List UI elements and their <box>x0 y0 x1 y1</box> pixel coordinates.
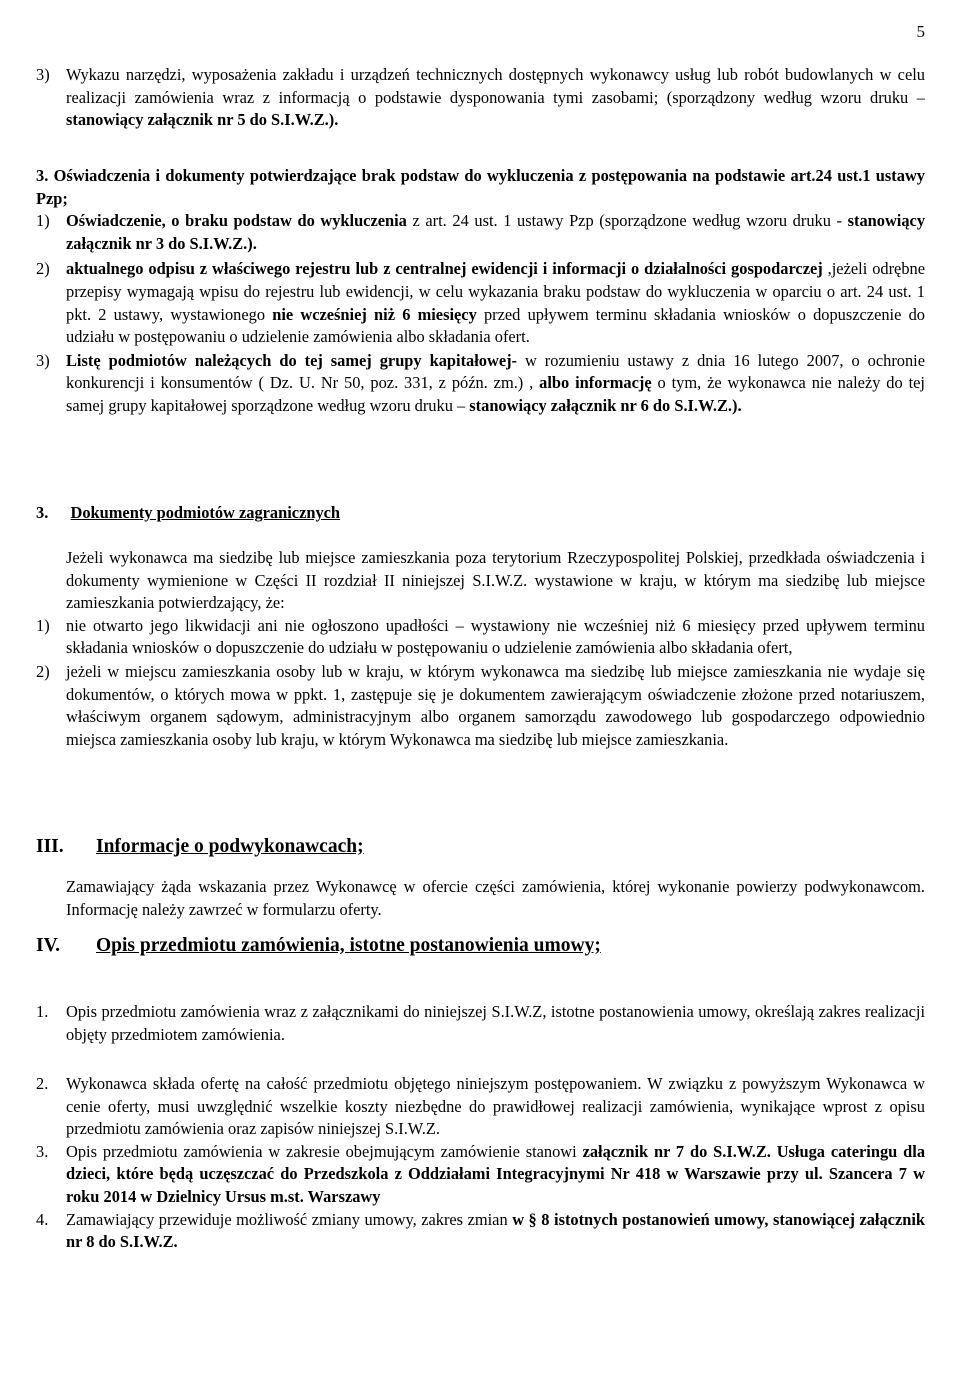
list-item <box>36 350 925 418</box>
item-number: 1) <box>36 211 50 231</box>
list-item <box>36 1141 925 1209</box>
item-text-bold: aktualnego odpisu z właściwego rejestru lub z centralnej ewidencji i informacji o działalności gospodarczej <box>66 259 823 279</box>
list-item <box>36 258 925 348</box>
item-text: z art. 24 ust. 1 ustawy Pzp (sporządzone według wzoru druku - <box>406 211 848 231</box>
section-title: Informacje o podwykonawcach; <box>96 836 364 857</box>
list-item <box>36 615 925 660</box>
item-text-bold: Oświadczenie, o braku podstaw do wykluczenia <box>66 211 407 231</box>
section-number: III. <box>36 836 64 857</box>
list-item <box>36 661 925 751</box>
section-number: 3. <box>36 503 49 522</box>
section-intro: Jeżeli wykonawca ma siedzibę lub miejsce zamieszkania poza terytorium Rzeczypospolitej Polskiej, przedkłada oświadczenia i dokumenty wymienione w Części II rozdział II niniejszej S.I.W.Z. wystawione w kraju, w którym ma siedzibę lub miejsce zamieszkania potwierdzający, że: <box>66 548 925 613</box>
top-item <box>36 64 925 132</box>
section-description-p1 <box>36 1001 925 1046</box>
section-foreign <box>36 547 925 751</box>
list-item <box>36 1209 925 1254</box>
item-text-bold: w § 8 istotnych postanowień umowy, stanowiącej załącznik nr 8 do S.I.W.Z. <box>66 1209 925 1252</box>
item-text-bold: stanowiący załącznik nr 6 do S.I.W.Z.). <box>469 395 742 415</box>
item-number: 1. <box>36 1002 49 1021</box>
section-number: IV. <box>36 935 61 956</box>
item-text: ,jeżeli odrębne przepisy wymagają wpisu do rejestru lub ewidencji, w celu wykazania braku podstaw do wykluczenia w oparciu o art. 24 ust. 1 pkt. 2 ustawy, wystawionego <box>66 259 925 324</box>
item-text: przed upływem terminu składania wniosków o dopuszczenie do udziału w postępowaniu o udzielenie zamówienia albo składania ofert. <box>66 304 925 347</box>
item-text: Zamawiający przewiduje możliwość zmiany umowy, zakres zmian <box>66 1209 513 1229</box>
item-text: o tym, że wykonawca nie należy do tej samej grupy kapitałowej sporządzone według wzoru druku – <box>66 373 925 415</box>
item-number: 4. <box>36 1209 49 1229</box>
section-heading: 3. Oświadczenia i dokumenty potwierdzające brak podstaw do wykluczenia z postępowania na podstawie art.24 ust.1 ustawy Pzp; <box>36 166 925 208</box>
item-text-bold: Listę podmiotów należących do tej samej grupy kapitałowej- <box>66 350 518 370</box>
item-number: 2. <box>36 1074 49 1093</box>
item-text-bold: albo informację <box>539 373 652 393</box>
item-text-bold: nie wcześniej niż 6 miesięcy <box>272 304 477 324</box>
item-text-bold: stanowiący załącznik nr 5 do S.I.W.Z.). <box>66 110 339 130</box>
item-text-bold: załącznik nr 7 do S.I.W.Z. Usługa cateringu dla dzieci, które będą uczęszczać do Przedszkola z Oddziałami Integracyjnymi Nr 418 w Warszawie przy ul. Szancera 7 w roku 2014 w Dzielnicy Ursus m.st. Warszawy <box>66 1141 926 1206</box>
item-text: Opis przedmiotu zamówienia w zakresie obejmującym zamówienie stanowi <box>66 1141 583 1161</box>
section-title: Dokumenty podmiotów zagranicznych <box>70 503 341 522</box>
section-subcontractors-heading <box>36 836 364 858</box>
item-text: w rozumieniu ustawy z dnia 16 lutego 2007, o ochronie konkurencji i konsumentów ( Dz. U. Nr 50, poz. 331, z późn. zm.) , <box>66 350 925 393</box>
page-number: 5 <box>916 22 925 41</box>
item-text: nie otwarto jego likwidacji ani nie ogłoszono upadłości – wystawiony nie wcześniej niż 6 miesięcy przed upływem terminu składania wniosków o dopuszczenie do udziału w postępowaniu o udzielenie zamówienia albo składania ofert, <box>66 615 925 658</box>
section-subcontractors <box>36 876 925 921</box>
section-text: Zamawiający żąda wskazania przez Wykonawcę w ofercie części zamówienia, której wykonanie powierzy podwykonawcom. Informację należy zawrzeć w formularzu oferty. <box>66 877 925 919</box>
section-description-heading <box>36 935 601 957</box>
item-text: Opis przedmiotu zamówienia wraz z załącznikami do niniejszej S.I.W.Z, istotne postanowienia umowy, określają zakres realizacji objęty przedmiotem zamówienia. <box>66 1002 925 1044</box>
section-foreign-heading <box>36 502 925 525</box>
item-number: 3. <box>36 1141 49 1161</box>
item-text-bold: stanowiący załącznik nr 3 do S.I.W.Z.). <box>66 211 926 253</box>
item-text: jeżeli w miejscu zamieszkania osoby lub w kraju, w którym wykonawca ma siedzibę lub miejsce zamieszkania nie wydaje się dokumentów, o których mowa w ppkt. 1, zastępuje się je dokumentem zawierającym oświadczenie złożone przed notariuszem, właściwym organem sądowym, administracyjnym albo organem samorządu zawodowego lub gospodarczego odpowiednio miejsca zamieszkania osoby lub kraju, w którym Wykonawca ma siedzibę lub miejsce zamieszkania. <box>66 661 925 749</box>
item-text: Wykonawca składa ofertę na całość przedmiotu objętego niniejszym postępowaniem. W związku z powyższym Wykonawca w cenie oferty, musi uwzględnić wszelkie koszty niezbędne do prawidłowej realizacji zamówienia, wynikające wprost z opisu przedmiotu zamówienia oraz zapisów niniejszej S.I.W.Z. <box>66 1074 925 1139</box>
item-number: 3) <box>36 65 50 84</box>
item-text: Wykazu narzędzi, wyposażenia zakładu i urządzeń technicznych dostępnych wykonawcy usług lub robót budowlanych w celu realizacji zamówienia wraz z informacją o podstawie dysponowania tymi zasobami; (sporządzony według wzoru druku – <box>66 65 925 107</box>
section-description-p2 <box>36 1073 925 1254</box>
item-number: 2) <box>36 661 50 681</box>
item-number: 3) <box>36 350 50 370</box>
section-title: Opis przedmiotu zamówienia, istotne postanowienia umowy; <box>96 935 601 956</box>
list-item <box>36 210 925 255</box>
item-number: 2) <box>36 259 50 279</box>
section-statements <box>36 165 925 418</box>
item-number: 1) <box>36 615 50 635</box>
